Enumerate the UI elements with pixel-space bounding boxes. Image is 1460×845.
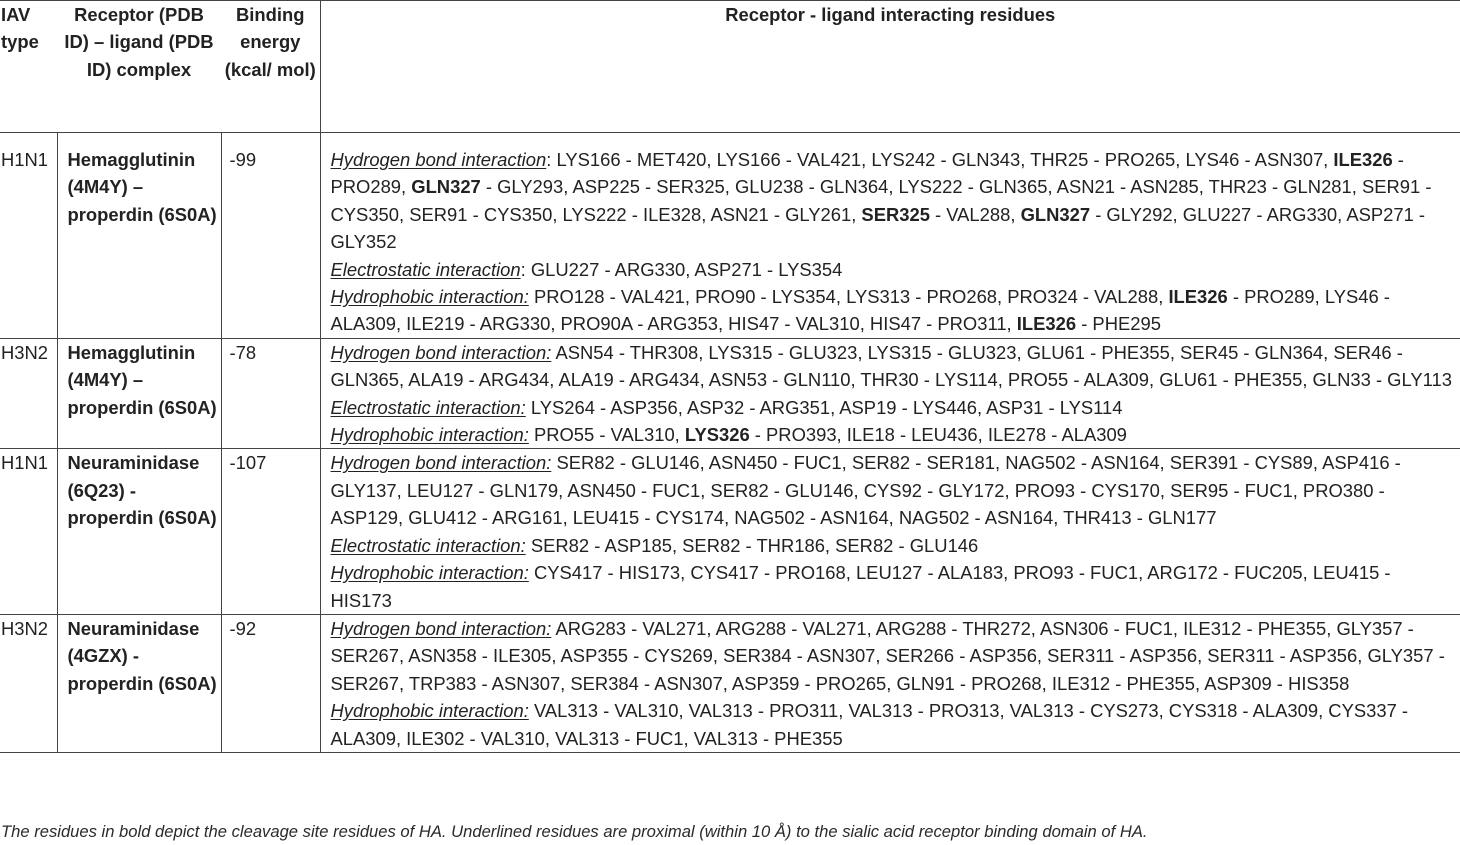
cell-complex: Neuraminidase (4GZX) - properdin (6S0A) <box>57 614 221 752</box>
cell-complex: Hemagglutinin (4M4Y) – properdin (6S0A) <box>57 133 221 339</box>
residue-pairs: CYS417 - HIS173, CYS417 - PRO168, LEU127 - ALA183, PRO93 - FUC1, ARG172 - FUC205, LEU415 - HIS173 <box>330 562 1391 611</box>
table-body <box>0 133 1460 753</box>
residue-pairs: - PHE295 <box>1076 313 1161 335</box>
label-separator: : <box>546 149 557 170</box>
residue-pairs: LYS264 - ASP356, ASP32 - ARG351, ASP19 - LYS446, ASP31 - LYS114 <box>530 396 1123 418</box>
interaction-section <box>331 532 1457 559</box>
residue-pairs: - GLY293, ASP225 - SER325, GLU238 - GLN364, LYS222 - GLN365, ASN21 - ASN285, THR23 - GLN281, SER91 - CYS350, SER91 - CYS350, LYS222 - ILE328, ASN21 - GLY261, <box>330 176 1432 225</box>
residue-pairs: SER82 - GLU146, ASN450 - FUC1, SER82 - SER181, NAG502 - ASN164, SER391 - CYS89, ASP416 - GLY137, LEU127 - GLN179, ASN450 - FUC1, SER82 - GLU146, CYS92 - GLY172, PRO93 - CYS170, SER95 - FUC1, PRO380 - ASP129, GLU412 - ARG161, LEU415 - CYS174, NAG502 - ASN164, NAG502 - ASN164, THR413 - GLN177 <box>330 452 1401 529</box>
residue-pairs: PRO128 - VAL421, PRO90 - LYS354, LYS313 - PRO268, PRO324 - VAL288, <box>533 286 1169 308</box>
interaction-section <box>331 449 1457 531</box>
cell-binding-energy: -78 <box>229 341 257 363</box>
interaction-section <box>331 256 1457 283</box>
interaction-section <box>331 421 1457 448</box>
cell-residues <box>320 449 1460 614</box>
cleavage-site-residue: SER325 <box>861 203 930 225</box>
table-row <box>0 133 1460 339</box>
interaction-type-label: Electrostatic interaction <box>330 258 521 280</box>
cleavage-site-residue: ILE326 <box>1016 313 1077 335</box>
cleavage-site-residue: GLN327 <box>411 176 481 198</box>
interaction-type-label: Hydrogen bond interaction <box>330 149 547 170</box>
cleavage-site-residue: ILE326 <box>1168 286 1228 308</box>
residue-pairs: - VAL288, <box>929 203 1021 225</box>
cell-iav-type: H3N2 <box>1 341 49 363</box>
cell-complex: Hemagglutinin (4M4Y) – properdin (6S0A) <box>57 338 221 449</box>
cleavage-site-residue: GLN327 <box>1020 203 1091 225</box>
cell-binding-energy: -99 <box>229 149 257 170</box>
interaction-type-label: Hydrophobic interaction: <box>330 562 529 584</box>
table-row <box>0 449 1460 614</box>
cell-residues <box>320 614 1460 752</box>
interaction-type-label: Hydrogen bond interaction: <box>330 617 552 639</box>
cell-complex: Neuraminidase (6Q23) - properdin (6S0A) <box>57 449 221 614</box>
header-iav-type: IAV type <box>0 1 57 133</box>
residue-pairs: - PRO289, LYS46 - ALA309, ILE219 - ARG330, PRO90A - ARG353, HIS47 - VAL310, HIS47 - PRO311, <box>330 286 1390 335</box>
cleavage-site-residue: ILE326 <box>1333 149 1393 170</box>
interaction-section <box>331 559 1457 614</box>
cell-residues <box>320 338 1460 449</box>
cell-iav-type: H3N2 <box>1 617 49 639</box>
cell-iav-type: H1N1 <box>1 149 49 170</box>
table-footnote: The residues in bold depict the cleavage site residues of HA. Underlined residues are proximal (within 10 Å) to the sialic acid receptor binding domain of HA. <box>1 822 1148 841</box>
cleavage-site-residue: LYS326 <box>684 424 750 446</box>
residue-pairs: - GLY292, GLU227 - ARG330, ASP271 - GLY352 <box>330 203 1426 253</box>
interaction-type-label: Electrostatic interaction: <box>330 534 526 556</box>
residue-pairs: - PRO289, <box>330 149 1404 198</box>
residue-pairs: VAL313 - VAL310, VAL313 - PRO311, VAL313 - PRO313, VAL313 - CYS273, CYS318 - ALA309, CYS337 - ALA309, ILE302 - VAL310, VAL313 - FUC1, VAL313 - PHE355 <box>330 700 1409 749</box>
residue-pairs: SER82 - ASP185, SER82 - THR186, SER82 - GLU146 <box>530 534 979 556</box>
header-binding-energy: Binding energy (kcal/ mol) <box>221 1 320 133</box>
residue-pairs: ARG283 - VAL271, ARG288 - VAL271, ARG288 - THR272, ASN306 - FUC1, ILE312 - PHE355, GLY357 - SER267, ASN358 - ILE305, ASP355 - CYS269, SER384 - ASN307, SER266 - ASP356, SER311 - ASP356, SER311 - ASP356, GLY357 - SER267, TRP383 - ASN307, SER384 - ASN307, ASP359 - PRO265, GLN91 - PRO268, ILE312 - PHE355, ASP309 - HIS358 <box>330 617 1445 694</box>
table-row <box>0 614 1460 752</box>
interaction-section <box>331 615 1457 697</box>
interaction-type-label: Hydrophobic interaction: <box>330 700 529 722</box>
residue-pairs: PRO55 - VAL310, <box>533 424 685 446</box>
cell-binding-energy: -92 <box>229 617 257 639</box>
interaction-type-label: Hydrogen bond interaction: <box>330 341 552 363</box>
table-header <box>0 1 1460 133</box>
residue-pairs: ASN54 - THR308, LYS315 - GLU323, LYS315 - GLU323, GLU61 - PHE355, SER45 - GLN364, SER46 - GLN365, ALA19 - ARG434, ALA19 - ARG434, ASN53 - GLN110, THR30 - LYS114, PRO55 - ALA309, GLU61 - PHE355, GLN33 - GLY113 <box>330 341 1452 391</box>
interaction-type-label: Hydrogen bond interaction: <box>330 452 552 474</box>
cell-residues <box>320 133 1460 339</box>
cell-iav-type: H1N1 <box>1 452 49 474</box>
header-interacting-residues: Receptor - ligand interacting residues <box>320 1 1460 133</box>
interaction-section <box>331 283 1457 338</box>
interaction-section <box>331 339 1457 394</box>
label-separator: : <box>520 258 531 280</box>
table-row <box>0 338 1460 449</box>
cell-binding-energy: -107 <box>229 452 267 474</box>
header-complex: Receptor (PDB ID) – ligand (PDB ID) complex <box>57 1 221 133</box>
interaction-section <box>331 394 1457 421</box>
interaction-section <box>331 697 1457 752</box>
interaction-type-label: Hydrophobic interaction: <box>330 286 529 308</box>
residue-pairs: GLU227 - ARG330, ASP271 - LYS354 <box>530 258 843 280</box>
residue-pairs: - PRO393, ILE18 - LEU436, ILE278 - ALA309 <box>749 424 1127 446</box>
residue-pairs: LYS166 - MET420, LYS166 - VAL421, LYS242 - GLN343, THR25 - PRO265, LYS46 - ASN307, <box>556 149 1334 170</box>
interaction-section <box>331 146 1457 256</box>
interaction-type-label: Electrostatic interaction: <box>330 396 526 418</box>
interaction-type-label: Hydrophobic interaction: <box>330 424 529 446</box>
